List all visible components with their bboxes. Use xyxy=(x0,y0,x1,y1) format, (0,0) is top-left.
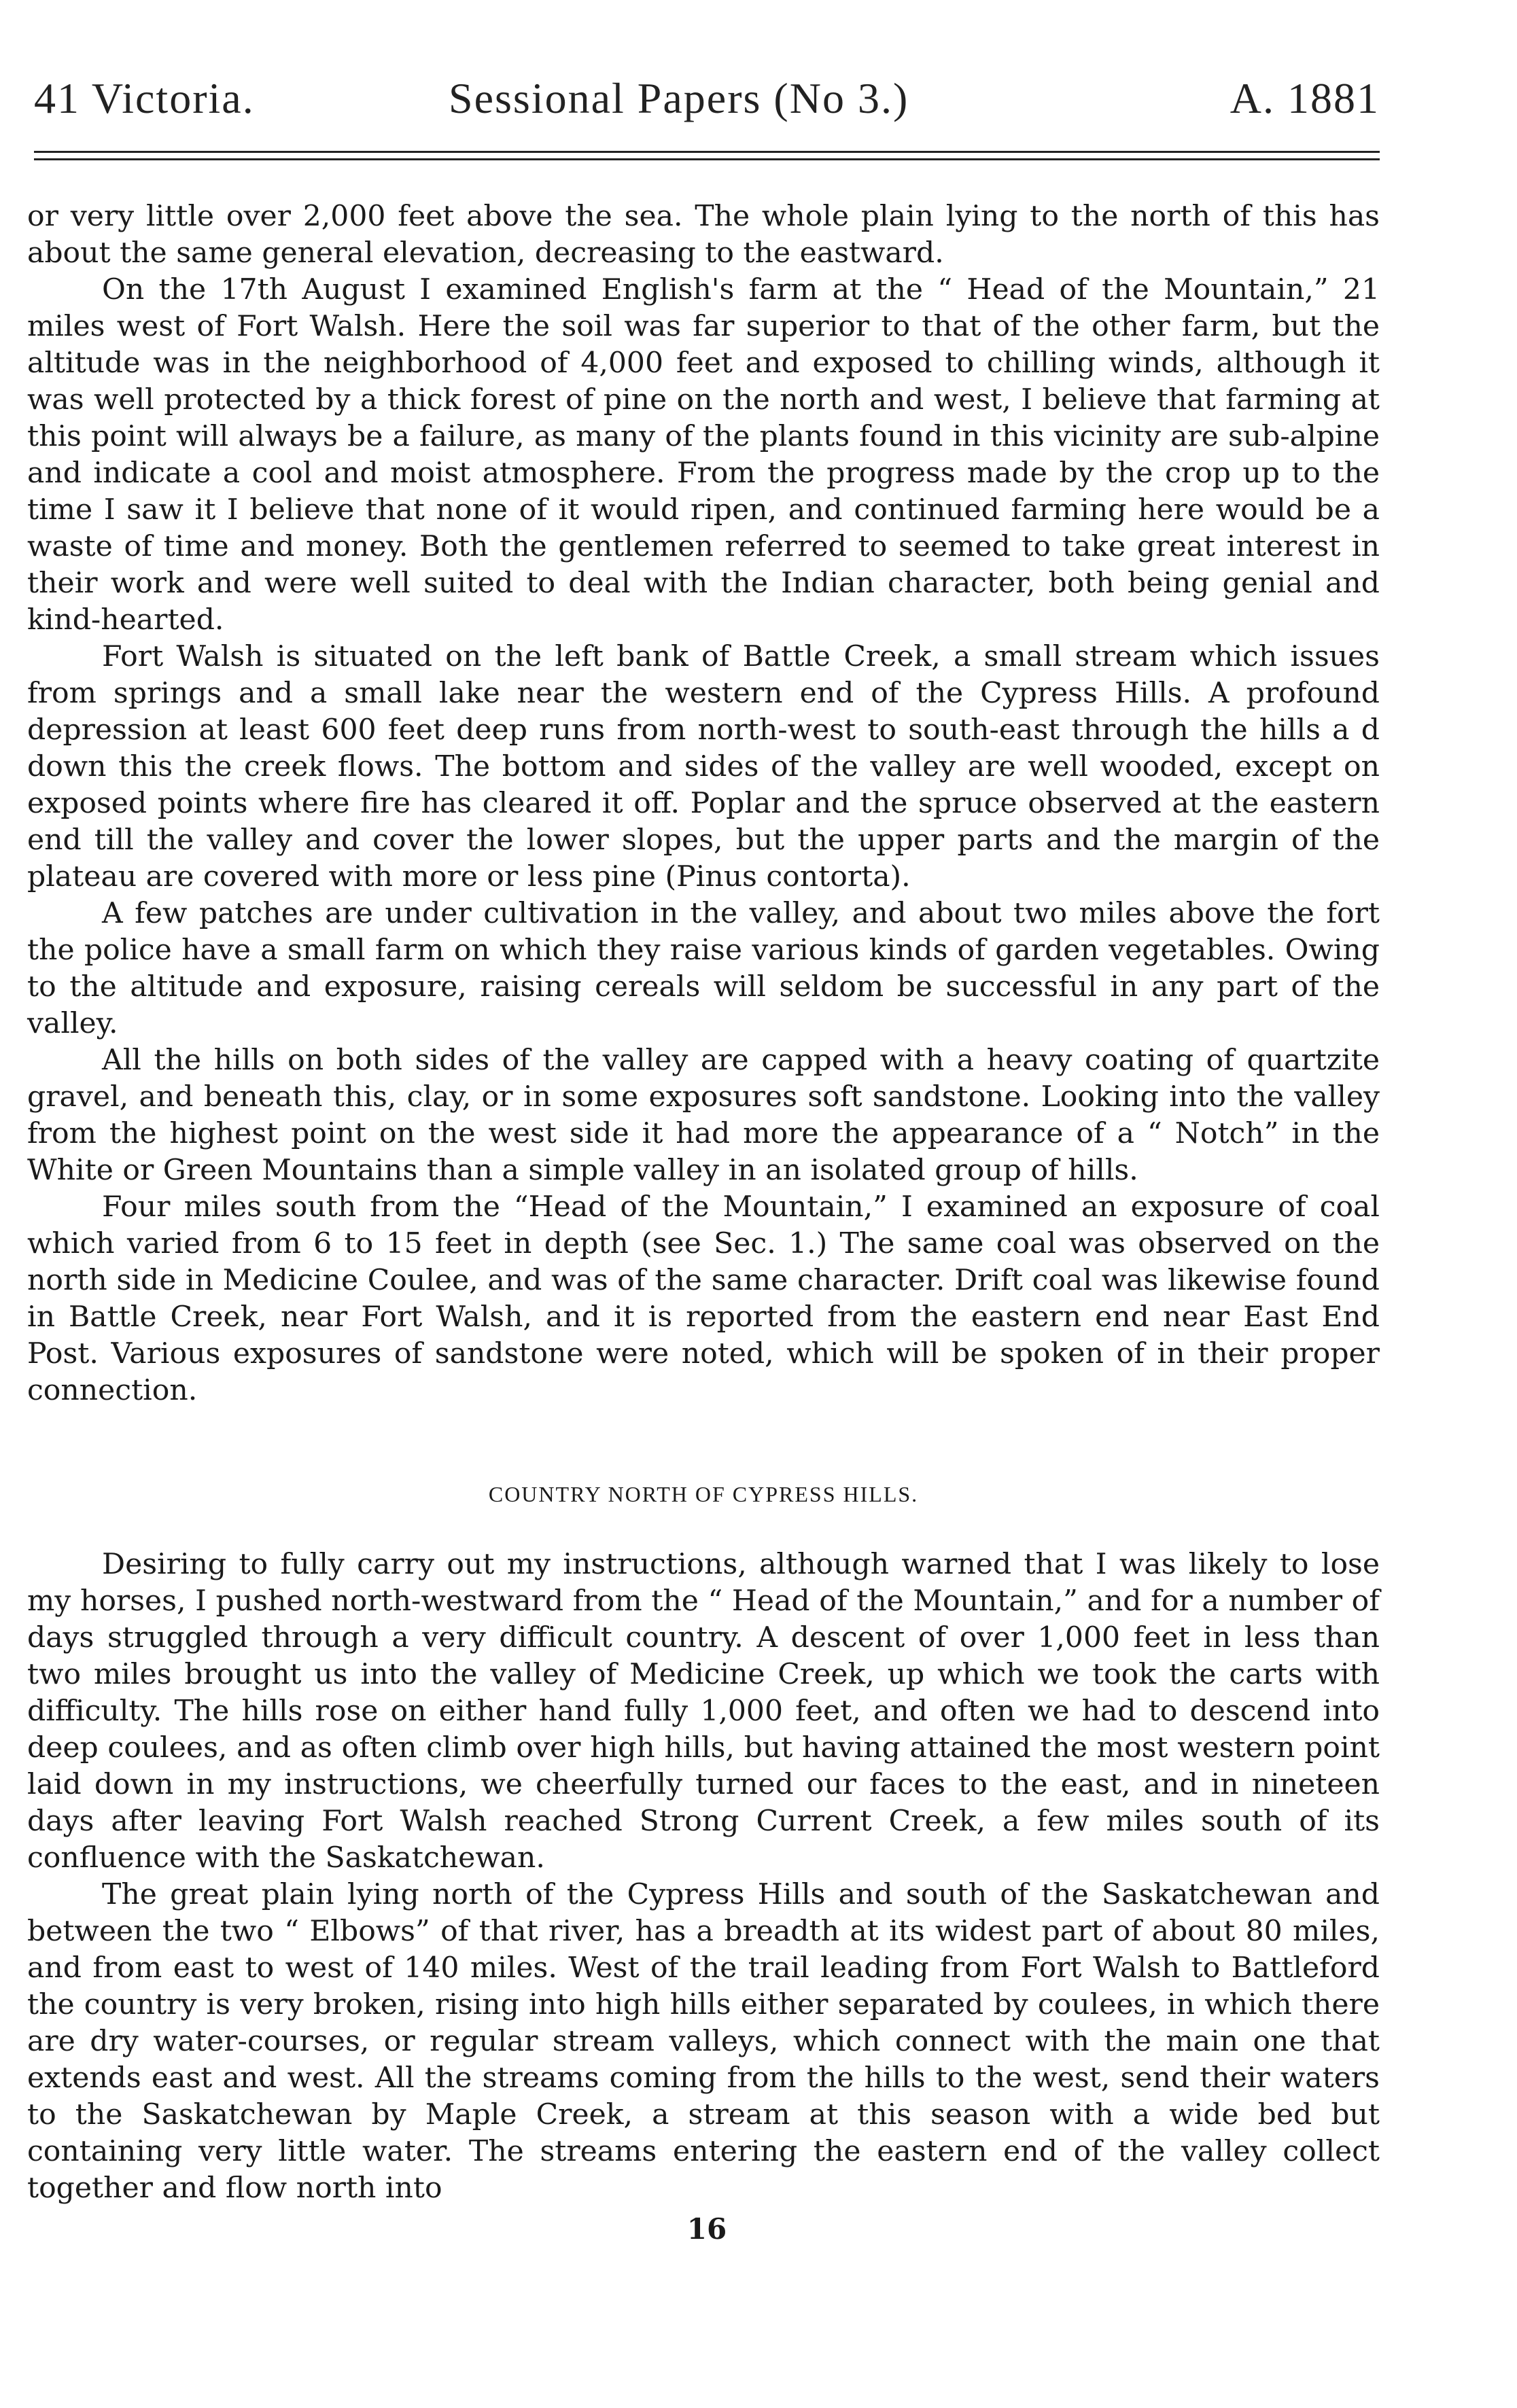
paragraph-english-farm: On the 17th August I examined English's farm at the “ Head of the Mountain,” 21 miles west of Fort Walsh. Here the soil was far superior to that of the other farm, but the altitude was in the neighborhood of 4,000 feet and exposed to chilling winds, although it was well protected by a thick forest of pine on the north and west, I believe that farming at this point will always be a failure, as many of the plants found in this vicinity are sub-alpine and indicate a cool and moist atmosphere. From the progress made by the crop up to the time I saw it I believe that none of it would ripen, and continued farming here would be a waste of time and money. Both the gentlemen referred to seemed to take great interest in their work and were well suited to deal with the Indian character, both being genial and kind-hearted. xyxy=(27,273,1380,637)
header-year: A. 1881 xyxy=(1230,74,1380,122)
header-rule-bottom xyxy=(34,158,1380,160)
paragraph-instructions: Desiring to fully carry out my instructions, although warned that I was likely to lose my horses, I pushed north-westward from the “ Head of the Mountain,” and for a number of days struggled through a very difficult country. A descent of over 1,000 feet in less than two miles brought us into the valley of Medicine Creek, up which we took the carts with difficulty. The hills rose on either hand fully 1,000 feet, and often we had to descend into deep coulees, and as often climb over high hills, but having attained the most western point laid down in my instructions, we cheerfully turned our faces to the east, and in nineteen days after leaving Fort Walsh reached Strong Current Creek, a few miles south of its confluence with the Saskatchewan. xyxy=(27,1548,1380,1875)
header-double-rule xyxy=(34,151,1380,166)
running-header xyxy=(27,73,1380,128)
section-heading: COUNTRY NORTH OF CYPRESS HILLS. xyxy=(488,1482,919,1506)
page-number: 16 xyxy=(686,2212,727,2246)
paragraph-hills: All the hills on both sides of the valley are capped with a heavy coating of quartzite gravel, and beneath this, clay, or in some exposures soft sandstone. Looking into the valley from the highest point on the west side it had more the appearance of a “ Notch” in the White or Green Mountains than a simple valley in an isolated group of hills. xyxy=(27,1044,1380,1187)
body-text xyxy=(27,198,1380,2248)
paragraph-coal: Four miles south from the “Head of the Mountain,” I examined an exposure of coal which varied from 6 to 15 feet in depth (see Sec. 1.) The same coal was observed on the north side in Medicine Coulee, and was of the same character. Drift coal was likewise found in Battle Creek, near Fort Walsh, and it is reported from the eastern end near East End Post. Various exposures of sandstone were noted, which will be spoken of in their proper connection. xyxy=(27,1190,1380,1407)
header-title: Sessional Papers (No 3.) xyxy=(449,74,909,122)
paragraph-great-plain: The great plain lying north of the Cypress Hills and south of the Saskatchewan and between the two “ Elbows” of that river, has a breadth at its widest part of about 80 miles, and from east to west of 140 miles. West of the trail leading from Fort Walsh to Battleford the country is very broken, rising into high hills either separated by coulees, in which there are dry water-courses, or regular stream valleys, which connect with the main one that extends east and west. All the streams coming from the hills to the west, send their waters to the Saskatchewan by Maple Creek, a stream at this season with a wide bed but containing very little water. The streams entering the eastern end of the valley collect together and flow north into xyxy=(27,1878,1380,2205)
header-volume: 41 Victoria. xyxy=(34,74,255,122)
header-rule-top xyxy=(34,151,1380,153)
paragraph-continued: or very little over 2,000 feet above the sea. The whole plain lying to the north of this has about the same general elevation, decreasing to the eastward. xyxy=(27,200,1380,270)
paragraph-fort-walsh: Fort Walsh is situated on the left bank of Battle Creek, a small stream which issues from springs and a small lake near the western end of the Cypress Hills. A profound depression at least 600 feet deep runs from north-west to south-east through the hills a d down this the creek flows. The bottom and sides of the valley are well wooded, except on exposed points where fire has cleared it off. Poplar and the spruce observed at the eastern end till the valley and cover the lower slopes, but the upper parts and the margin of the plateau are covered with more or less pine (Pinus contorta). xyxy=(27,640,1380,893)
paragraph-cultivation: A few patches are under cultivation in the valley, and about two miles above the fort the police have a small farm on which they raise various kinds of garden vegetables. Owing to the altitude and exposure, raising cereals will seldom be successful in any part of the valley. xyxy=(27,897,1380,1040)
